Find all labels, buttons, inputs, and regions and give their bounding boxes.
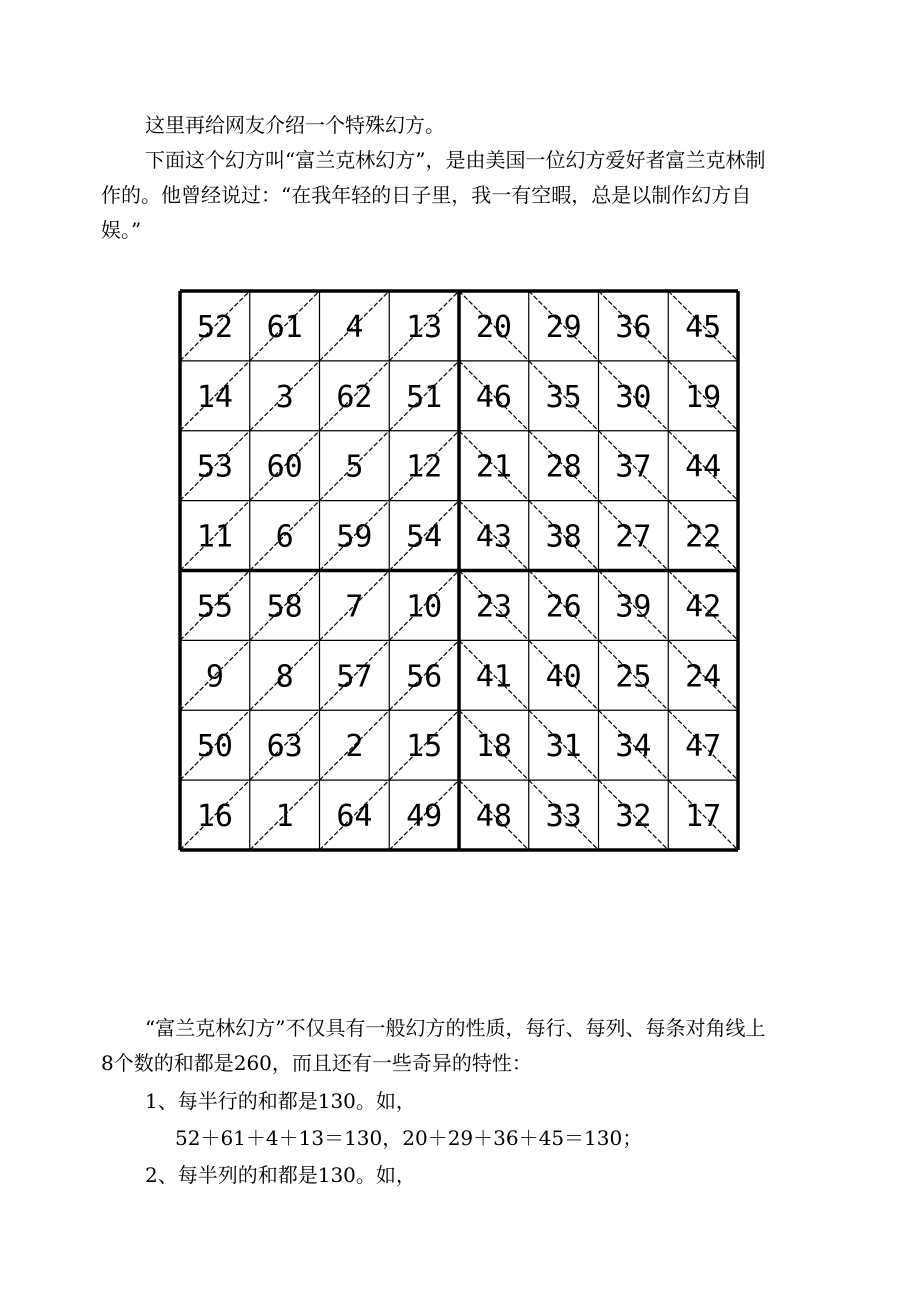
square-cell-6-1: 9 (205, 659, 224, 695)
square-cell-2-4: 51 (406, 379, 443, 415)
square-cell-1-8: 45 (685, 309, 722, 345)
square-cell-6-6: 40 (545, 659, 582, 695)
square-cell-1-7: 36 (615, 309, 652, 345)
body-paragraph-line-2: 8个数的和都是260，而且还有一些奇异的特性： (101, 1051, 532, 1075)
square-cell-7-6: 31 (545, 729, 582, 765)
square-cell-8-6: 33 (545, 799, 582, 835)
square-cell-6-8: 24 (685, 659, 722, 695)
square-cell-7-8: 47 (685, 729, 722, 765)
intro-line-4: 娱。” (101, 218, 142, 242)
square-cell-2-6: 35 (545, 379, 582, 415)
intro-line-1: 这里再给网友介绍一个特殊幻方。 (145, 113, 445, 137)
square-cell-3-4: 12 (406, 449, 443, 485)
square-cell-5-2: 58 (266, 589, 303, 625)
square-cell-5-6: 26 (545, 589, 582, 625)
square-cell-4-3: 59 (336, 519, 373, 555)
square-cell-7-5: 18 (475, 729, 512, 765)
square-cell-6-2: 8 (275, 659, 294, 695)
square-cell-1-5: 20 (475, 309, 512, 345)
square-cell-2-1: 14 (196, 379, 233, 415)
square-cell-4-2: 6 (275, 519, 294, 555)
square-cell-4-5: 43 (475, 519, 512, 555)
square-cell-4-7: 27 (615, 519, 652, 555)
square-cell-3-1: 53 (196, 449, 233, 485)
square-cell-5-1: 55 (196, 589, 233, 625)
square-cell-4-6: 38 (545, 519, 582, 555)
square-cell-3-3: 5 (345, 449, 364, 485)
square-cell-4-4: 54 (406, 519, 443, 555)
square-cell-8-4: 49 (406, 799, 443, 835)
property-item-1: 1、每半行的和都是130。如， (145, 1089, 416, 1113)
square-cell-2-2: 3 (275, 379, 294, 415)
square-cell-1-2: 61 (266, 309, 303, 345)
square-cell-3-2: 60 (266, 449, 303, 485)
square-cell-2-7: 30 (615, 379, 652, 415)
square-cell-7-2: 63 (266, 729, 303, 765)
property-item-2: 2、每半列的和都是130。如， (145, 1163, 416, 1187)
square-cell-3-6: 28 (545, 449, 582, 485)
square-cell-7-1: 50 (196, 729, 233, 765)
square-cell-5-4: 10 (406, 589, 443, 625)
square-cell-5-7: 39 (615, 589, 652, 625)
intro-line-2: 下面这个幻方叫“富兰克林幻方”，是由美国一位幻方爱好者富兰克林制 (145, 148, 766, 172)
square-cell-3-7: 37 (615, 449, 652, 485)
square-cell-7-4: 15 (406, 729, 443, 765)
square-cell-8-3: 64 (336, 799, 373, 835)
square-cell-6-3: 57 (336, 659, 373, 695)
square-cell-3-5: 21 (475, 449, 512, 485)
square-cell-3-8: 44 (685, 449, 722, 485)
square-cell-8-1: 16 (196, 799, 233, 835)
square-cell-5-5: 23 (475, 589, 512, 625)
square-cell-4-8: 22 (685, 519, 722, 555)
square-cell-1-4: 13 (406, 309, 443, 345)
square-cell-2-8: 19 (685, 379, 722, 415)
square-cell-8-7: 32 (615, 799, 652, 835)
square-cell-6-7: 25 (615, 659, 652, 695)
square-cell-7-3: 2 (345, 729, 364, 765)
square-cell-2-5: 46 (475, 379, 512, 415)
square-cell-8-5: 48 (475, 799, 512, 835)
square-cell-5-8: 42 (685, 589, 722, 625)
square-cell-5-3: 7 (345, 589, 364, 625)
square-cell-2-3: 62 (336, 379, 373, 415)
square-cell-8-2: 1 (275, 799, 294, 835)
body-paragraph-line-1: “富兰克林幻方”不仅具有一般幻方的性质，每行、每列、每条对角线上 (145, 1016, 766, 1040)
franklin-magic-square (178, 289, 740, 852)
square-cell-6-4: 56 (406, 659, 443, 695)
square-cell-8-8: 17 (685, 799, 722, 835)
square-cell-7-7: 34 (615, 729, 652, 765)
square-cell-1-6: 29 (545, 309, 582, 345)
square-cell-6-5: 41 (475, 659, 512, 695)
property-item-1-example: 52＋61＋4＋13＝130，20＋29＋36＋45＝130； (175, 1126, 643, 1150)
square-cell-1-1: 52 (196, 309, 233, 345)
intro-line-3: 作的。他曾经说过：“在我年轻的日子里，我一有空暇，总是以制作幻方自 (101, 183, 752, 207)
square-cell-1-3: 4 (345, 309, 364, 345)
square-cell-4-1: 11 (196, 519, 233, 555)
